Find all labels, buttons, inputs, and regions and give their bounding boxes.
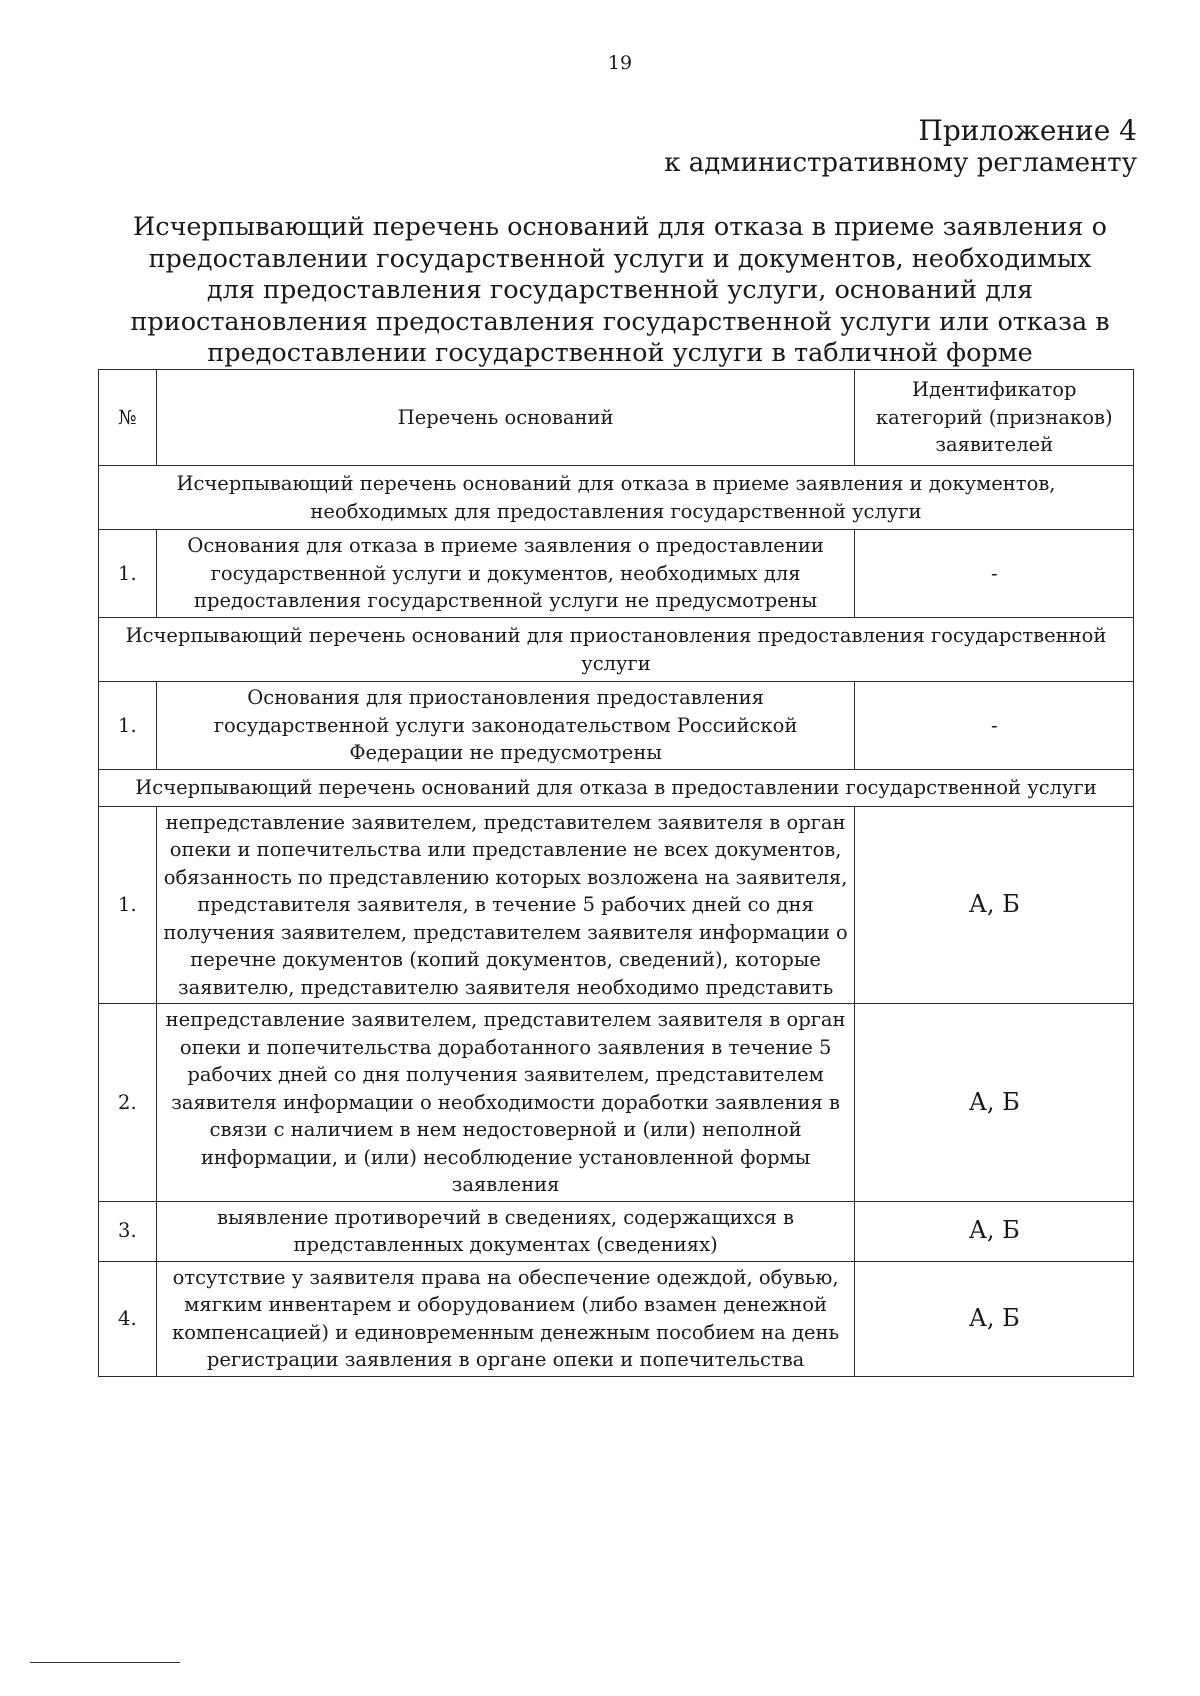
row-number: 2. [99, 1004, 157, 1202]
row-reason: отсутствие у заявителя права на обеспечение одеждой, обувью, мягким инвентарем и оборудованием (либо взамен денежной компенсацией) и единовременным денежным пособием на день регистрации заявления в органе опеки и попечительства [156, 1261, 855, 1376]
appendix-title: Приложение 4 [918, 114, 1137, 147]
row-reason: Основания для отказа в приеме заявления о предоставлении государственной услуги и документов, необходимых для предоставления государственной услуги не предусмотрены [156, 530, 855, 618]
section-title: Исчерпывающий перечень оснований для отказа в приеме заявления и документов, необходимых для предоставления государственной услуги [99, 466, 1134, 530]
table-row [99, 1201, 1134, 1261]
row-number: 3. [99, 1201, 157, 1261]
row-identifier: А, Б [855, 1201, 1134, 1261]
header-num: № [99, 370, 157, 466]
reasons-table-wrapper [98, 369, 1134, 1377]
table-header-row [99, 370, 1134, 466]
row-reason: непредставление заявителем, представителем заявителя в орган опеки и попечительства доработанного заявления в течение 5 рабочих дней со дня получения заявителем, представителем заявителя информации о необходимости доработки заявления в связи с наличием в нем недостоверной и (или) неполной информации, и (или) несоблюдение установленной формы заявления [156, 1004, 855, 1202]
row-number: 4. [99, 1261, 157, 1376]
appendix-header [664, 114, 1137, 180]
page-number: 19 [607, 52, 633, 74]
table-row [99, 1261, 1134, 1376]
row-identifier: А, Б [855, 1004, 1134, 1202]
section-title-row [99, 770, 1134, 807]
footnote-separator [30, 1662, 180, 1663]
reasons-table [98, 369, 1134, 1377]
row-identifier: А, Б [855, 1261, 1134, 1376]
table-row [99, 1004, 1134, 1202]
row-number: 1. [99, 682, 157, 770]
row-identifier: А, Б [855, 806, 1134, 1004]
document-title: Исчерпывающий перечень оснований для отказа в приеме заявления о предоставлении государственной услуги и документов, необходимых для предоставления государственной услуги, оснований для приостановления предоставления государственной услуги или отказа в предоставлении государственной услуги в табличной форме [130, 212, 1110, 368]
table-row [99, 530, 1134, 618]
section-title-row [99, 466, 1134, 530]
header-reasons: Перечень оснований [156, 370, 855, 466]
appendix-subtitle: к административному регламенту [664, 148, 1137, 179]
row-number: 1. [99, 530, 157, 618]
table-row [99, 682, 1134, 770]
row-identifier: - [855, 682, 1134, 770]
row-reason: непредставление заявителем, представителем заявителя в орган опеки и попечительства или представление не всех документов, обязанность по представлению которых возложена на заявителя, представителя заявителя, в течение 5 рабочих дней со дня получения заявителем, представителем заявителя информации о перечне документов (копий документов, сведений), которые заявителю, представителю заявителя необходимо представить [156, 806, 855, 1004]
table-row [99, 806, 1134, 1004]
row-number: 1. [99, 806, 157, 1004]
header-identifier: Идентификатор категорий (признаков) заявителей [855, 370, 1134, 466]
section-title: Исчерпывающий перечень оснований для приостановления предоставления государственной услуги [99, 618, 1134, 682]
row-reason: выявление противоречий в сведениях, содержащихся в представленных документах (сведениях) [156, 1201, 855, 1261]
section-title: Исчерпывающий перечень оснований для отказа в предоставлении государственной услуги [99, 770, 1134, 807]
row-reason: Основания для приостановления предоставления государственной услуги законодательством Российской Федерации не предусмотрены [156, 682, 855, 770]
section-title-row [99, 618, 1134, 682]
row-identifier: - [855, 530, 1134, 618]
